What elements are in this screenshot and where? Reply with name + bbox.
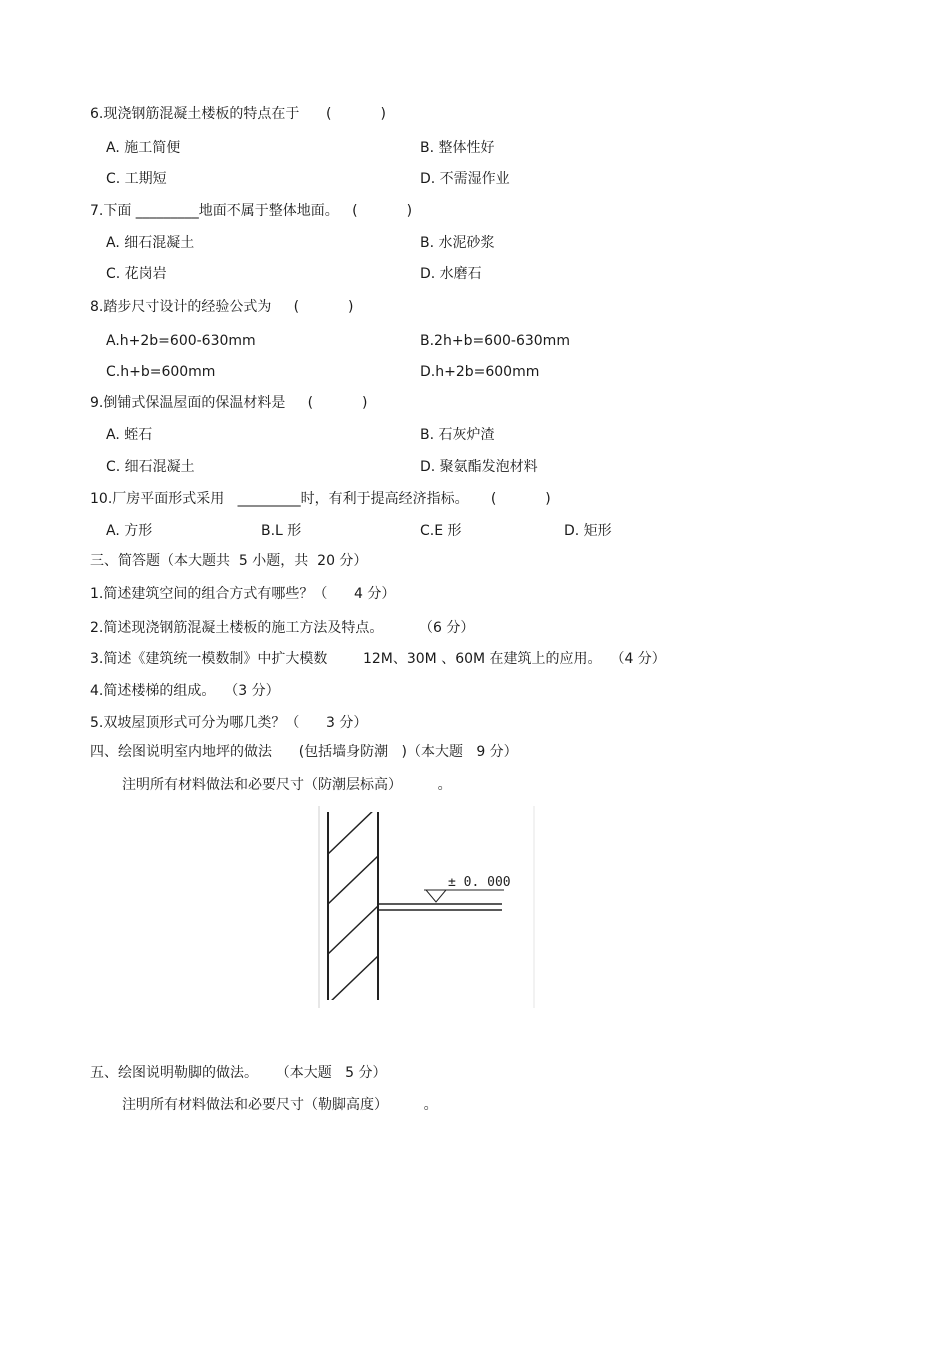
question-6-option-a: A. 施工简便 <box>106 140 181 156</box>
question-8-option-a: A.h+2b=600-630mm <box>106 333 256 349</box>
question-10-option-b: B.L 形 <box>261 523 302 539</box>
wall-section-drawing <box>318 806 536 1008</box>
section-3-title: 三、简答题（本大题共 5 小题，共 20 分） <box>90 553 368 569</box>
question-9-stem: 9.倒铺式保温屋面的保温材料是 ( ) <box>90 395 368 411</box>
question-8-stem: 8.踏步尺寸设计的经验公式为 ( ) <box>90 299 354 315</box>
question-6-option-d: D. 不需湿作业 <box>420 171 510 187</box>
question-7-option-d: D. 水磨石 <box>420 266 482 282</box>
section-3-item-4: 4.简述楼梯的组成。 （3 分） <box>90 683 280 699</box>
question-6-option-b: B. 整体性好 <box>420 140 495 156</box>
question-9-option-d: D. 聚氨酯发泡材料 <box>420 459 538 475</box>
question-7-option-a: A. 细石混凝土 <box>106 235 195 251</box>
section-4-note: 注明所有材料做法和必要尺寸（防潮层标高） 。 <box>122 777 452 793</box>
section-3-item-2: 2.简述现浇钢筋混凝土楼板的施工方法及特点。 （6 分） <box>90 620 475 636</box>
question-7-option-c: C. 花岗岩 <box>106 266 167 282</box>
question-8-option-c: C.h+b=600mm <box>106 364 216 380</box>
question-10-option-d: D. 矩形 <box>564 523 612 539</box>
section-4-title: 四、绘图说明室内地坪的做法 (包括墙身防潮 )（本大题 9 分） <box>90 744 518 760</box>
floor-damp-proof-figure <box>318 806 536 1008</box>
section-3-item-1: 1.简述建筑空间的组合方式有哪些？（ 4 分） <box>90 586 396 602</box>
question-6-stem: 6.现浇钢筋混凝土楼板的特点在于 ( ) <box>90 106 386 122</box>
question-8-option-b: B.2h+b=600-630mm <box>420 333 570 349</box>
question-9-option-a: A. 蛭石 <box>106 427 153 443</box>
section-5-note: 注明所有材料做法和必要尺寸（勒脚高度） 。 <box>122 1097 438 1113</box>
elevation-triangle-icon <box>426 890 446 902</box>
question-9-option-c: C. 细石混凝土 <box>106 459 195 475</box>
question-7-stem: 7.下面 _________地面不属于整体地面。 ( ) <box>90 203 413 219</box>
elevation-label: ± 0. 000 <box>448 875 511 890</box>
question-8-option-d: D.h+2b=600mm <box>420 364 540 380</box>
wall-hatching <box>328 806 378 1008</box>
question-10-option-c: C.E 形 <box>420 523 462 539</box>
question-10-stem: 10.厂房平面形式采用 _________时，有利于提高经济指标。 ( ) <box>90 491 551 507</box>
question-10-option-a: A. 方形 <box>106 523 153 539</box>
section-5-title: 五、绘图说明勒脚的做法。 （本大题 5 分） <box>90 1065 387 1081</box>
section-3-item-3: 3.简述《建筑统一模数制》中扩大模数 12M、30M 、60M 在建筑上的应用。 （4 分） <box>90 651 666 667</box>
section-3-item-5: 5.双坡屋顶形式可分为哪几类？（ 3 分） <box>90 715 368 731</box>
question-6-option-c: C. 工期短 <box>106 171 167 187</box>
question-7-option-b: B. 水泥砂浆 <box>420 235 495 251</box>
question-9-option-b: B. 石灰炉渣 <box>420 427 495 443</box>
